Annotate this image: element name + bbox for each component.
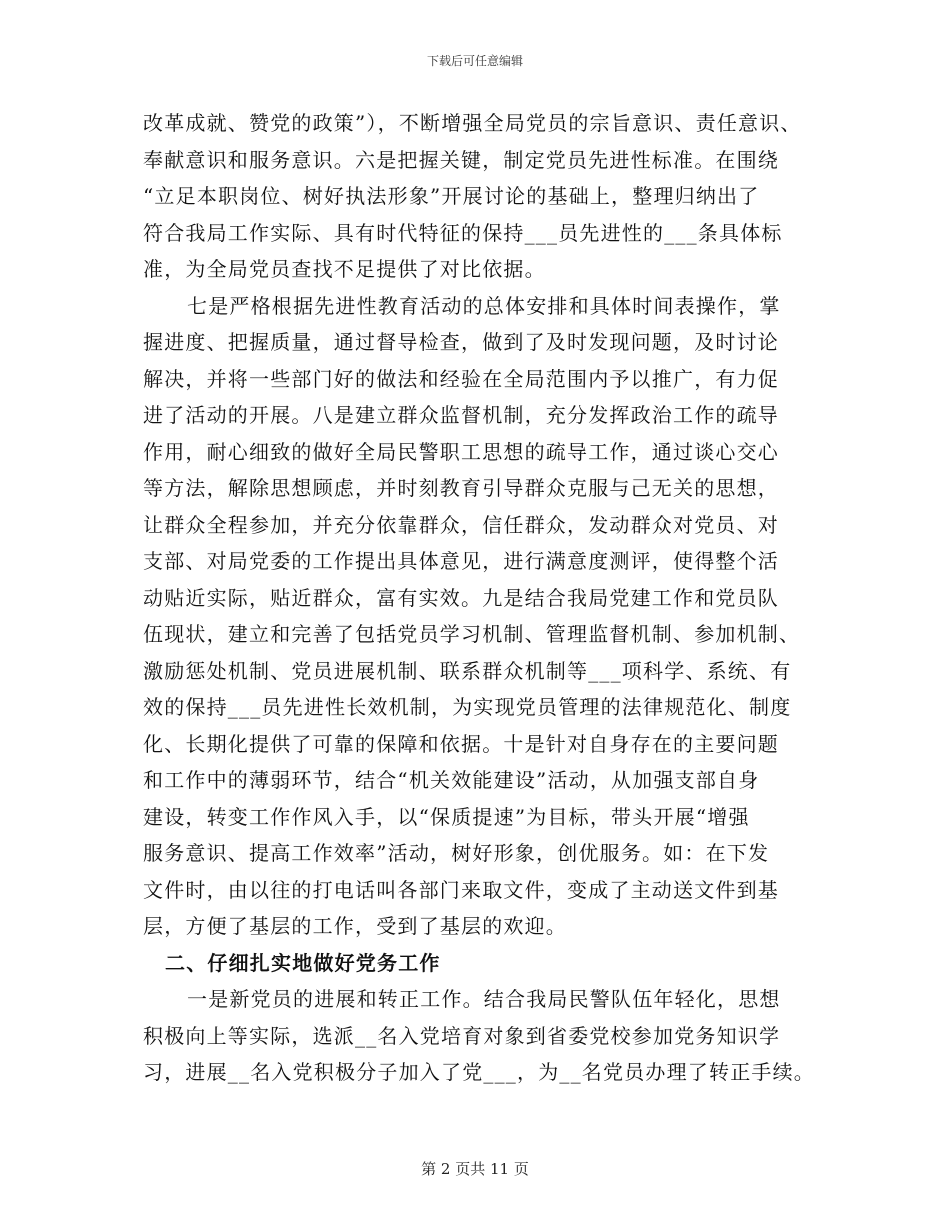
- document-body: [143, 105, 823, 1091]
- paragraph-seven-to-ten: 七是严格根据先进性教育活动的总体安排和具体时间表操作，掌 握进度、把握质量，通过督导检查，做到了及时发现问题，及时讨论 解决，并将一些部门好的做法和经验在全局范围内予以推广，有力促 进了活动的开展。八是建立群众监督机制，充分发挥政治工作的疏导 作用，耐心细致的做好全局民警职工思想的疏导工作，通过谈心交心 等方法，解除思想顾虑，并时刻教育引导群众克服与己无关的思想， 让群众全程参加，并充分依靠群众，信任群众，发动群众对党员、对 支部、对局党委的工作提出具体意见，进行满意度测评，使得整个活 动贴近实际，贴近群众，富有实效。九是结合我局党建工作和党员队 伍现状，建立和完善了包括党员学习机制、管理监督机制、参加机制、 激励惩处机制、党员进展机制、联系群众机制等___项科学、系统、有 效的保持___员先进性长效机制，为实现党员管理的法律规范化、制度 化、长期化提供了可靠的保障和依据。十是针对自身存在的主要问题 和工作中的薄弱环节，结合“机关效能建设”活动，从加强支部自身 建设，转变工作作风入手，以“保质提速”为目标，带头开展“增强 服务意识、提高工作效率”活动，树好形象，创优服务。如：在下发 文件时，由以往的打电话叫各部门来取文件，变成了主动送文件到基 层，方便了基层的工作，受到了基层的欢迎。: [143, 293, 801, 938]
- section-heading: 二、仔细扎实地做好党务工作: [165, 950, 441, 975]
- paragraph-continuation: 改革成就、赞党的政策”），不断增强全局党员的宗旨意识、责任意识、 奉献意识和服务意识。六是把握关键，制定党员先进性标准。在围绕 “立足本职岗位、树好执法形象”开展讨论的基础上，整理归纳出了 符合我局工作实际、具有时代特征的保持___员先进性的___条具体标 准，为全局党员查找不足提供了对比依据。: [143, 111, 802, 281]
- page-number: 第 2 页共 11 页: [421, 1160, 529, 1178]
- page-header: 下载后可任意编辑: [426, 54, 523, 68]
- paragraph-new-members: 一是新党员的进展和转正工作。结合我局民警队伍年轻化，思想 积极向上等实际，选派__名入党培育对象到省委党校参加党务知识学 习，进展__名入党积极分子加入了党___，为__名党员办理了转正手续。: [143, 987, 815, 1084]
